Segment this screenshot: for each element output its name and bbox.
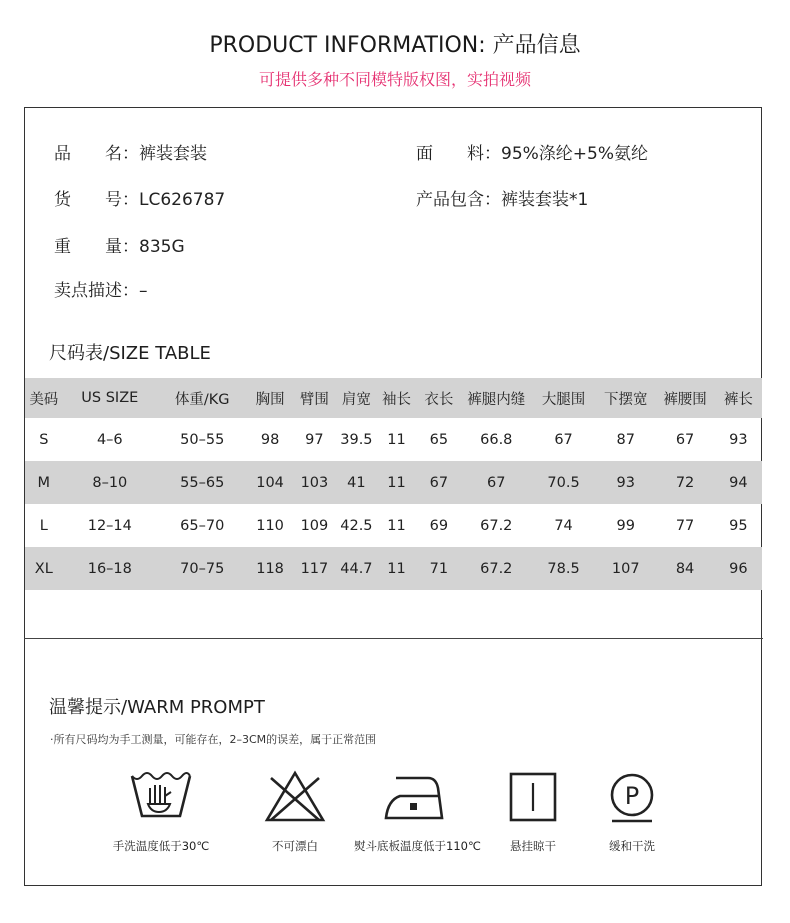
size-table-header bbox=[25, 378, 762, 418]
table-cell: 117 bbox=[293, 547, 336, 590]
size-col-header: US SIZE bbox=[63, 378, 157, 418]
dry-clean-p-icon bbox=[600, 770, 664, 824]
table-cell: 93 bbox=[729, 431, 748, 448]
fabric-label: 面 料： bbox=[416, 144, 501, 164]
warm-prompt-title: 温馨提示/WARM PROMPT bbox=[49, 697, 265, 718]
hang-dry-icon bbox=[501, 770, 565, 824]
table-cell: 4–6 bbox=[96, 431, 123, 448]
care-item-iron bbox=[354, 770, 481, 854]
table-cell: 42.5 bbox=[340, 517, 373, 534]
sku-value: LC626787 bbox=[139, 190, 226, 210]
care-label-dry-clean: 缓和干洗 bbox=[609, 839, 655, 853]
care-item-dry-clean bbox=[572, 770, 692, 854]
table-cell: 67 bbox=[462, 461, 532, 504]
page-subtitle: 可提供多种不同模特版权图，实拍视频 bbox=[258, 70, 531, 89]
hand-wash-icon bbox=[129, 770, 193, 824]
size-col-header: 美码 bbox=[25, 378, 63, 418]
size-col-header: 下摆宽 bbox=[596, 378, 655, 418]
table-cell: 11 bbox=[387, 431, 406, 448]
table-cell: 77 bbox=[675, 517, 695, 534]
no-bleach-icon bbox=[263, 770, 327, 824]
table-cell: 70.5 bbox=[531, 461, 596, 504]
info-sku bbox=[54, 185, 225, 210]
care-label-hang-dry: 悬挂晾干 bbox=[510, 839, 556, 853]
selling-label: 卖点描述： bbox=[54, 281, 139, 301]
page-title: PRODUCT INFORMATION: 产品信息 bbox=[209, 33, 581, 58]
table-cell: 66.8 bbox=[480, 431, 513, 448]
info-weight bbox=[54, 232, 185, 257]
table-row bbox=[25, 418, 762, 461]
fabric-value: 95%涤纶+5%氨纶 bbox=[501, 144, 648, 164]
table-cell: M bbox=[25, 461, 63, 504]
table-cell: 74 bbox=[554, 517, 573, 534]
size-col-header: 肩宽 bbox=[336, 378, 377, 418]
size-col-header: 胸围 bbox=[247, 378, 292, 418]
table-cell: 41 bbox=[336, 461, 377, 504]
table-cell: 44.7 bbox=[336, 547, 377, 590]
table-cell: 110 bbox=[256, 517, 284, 534]
table-cell: 39.5 bbox=[340, 431, 373, 448]
info-includes bbox=[416, 185, 588, 210]
table-cell: 107 bbox=[596, 547, 655, 590]
care-item-no-bleach bbox=[235, 770, 355, 854]
table-cell: 67 bbox=[554, 431, 573, 448]
table-row bbox=[25, 547, 762, 590]
table-cell: L bbox=[39, 517, 48, 534]
care-item-hand-wash bbox=[101, 770, 221, 854]
size-col-header: 衣长 bbox=[416, 378, 461, 418]
table-cell: 103 bbox=[293, 461, 336, 504]
dry-clean-glyph: P bbox=[624, 782, 640, 810]
table-cell: 65 bbox=[429, 431, 449, 448]
table-cell: 11 bbox=[377, 461, 417, 504]
name-value: 裤装套装 bbox=[139, 144, 207, 164]
size-col-header: 臂围 bbox=[293, 378, 336, 418]
table-cell: 12–14 bbox=[87, 517, 132, 534]
size-table-title: 尺码表/SIZE TABLE bbox=[49, 343, 211, 364]
table-cell: 67 bbox=[675, 431, 695, 448]
care-label-hand-wash: 手洗温度低于30℃ bbox=[112, 839, 210, 853]
table-cell: 84 bbox=[655, 547, 714, 590]
table-row bbox=[25, 461, 762, 504]
info-name bbox=[54, 139, 207, 164]
table-cell: 98 bbox=[260, 431, 280, 448]
size-col-header: 袖长 bbox=[377, 378, 417, 418]
care-label-no-bleach: 不可漂白 bbox=[272, 839, 318, 853]
table-cell: XL bbox=[25, 547, 63, 590]
table-cell: 94 bbox=[715, 461, 762, 504]
table-cell: 65–70 bbox=[180, 517, 225, 534]
size-col-header: 裤长 bbox=[715, 378, 762, 418]
table-cell: 69 bbox=[429, 517, 449, 534]
size-table-body bbox=[25, 418, 762, 590]
size-col-header: 体重/KG bbox=[157, 378, 247, 418]
includes-label: 产品包含： bbox=[416, 190, 501, 210]
table-cell: 87 bbox=[616, 431, 635, 448]
section-divider bbox=[24, 638, 763, 639]
table-cell: 16–18 bbox=[63, 547, 157, 590]
table-cell: 99 bbox=[616, 517, 635, 534]
care-label-iron: 熨斗底板温度低于110℃ bbox=[354, 839, 481, 853]
info-fabric bbox=[416, 139, 648, 164]
table-cell: 78.5 bbox=[531, 547, 596, 590]
weight-value: 835G bbox=[139, 237, 185, 257]
table-row bbox=[25, 504, 762, 547]
size-col-header: 大腿围 bbox=[531, 378, 596, 418]
table-cell: 104 bbox=[247, 461, 292, 504]
table-cell: 93 bbox=[596, 461, 655, 504]
table-cell: 67.2 bbox=[462, 547, 532, 590]
size-col-header: 裤腿内缝 bbox=[462, 378, 532, 418]
table-cell: 71 bbox=[416, 547, 461, 590]
table-cell: 11 bbox=[377, 547, 417, 590]
name-label: 品 名： bbox=[54, 144, 139, 164]
table-cell: 109 bbox=[300, 517, 329, 534]
includes-value: 裤装套装*1 bbox=[501, 190, 589, 210]
size-col-header: 裤腰围 bbox=[655, 378, 714, 418]
iron-low-icon bbox=[382, 770, 446, 824]
sku-label: 货 号： bbox=[54, 190, 139, 210]
table-cell: 50–55 bbox=[180, 431, 225, 448]
table-cell: 67.2 bbox=[480, 517, 513, 534]
selling-value: – bbox=[139, 281, 148, 301]
size-table bbox=[25, 378, 762, 590]
table-cell: S bbox=[39, 431, 49, 448]
table-cell: 55–65 bbox=[157, 461, 247, 504]
table-cell: 11 bbox=[387, 517, 406, 534]
weight-label: 重 量： bbox=[54, 237, 139, 257]
table-cell: 97 bbox=[305, 431, 324, 448]
table-cell: 72 bbox=[655, 461, 714, 504]
table-cell: 67 bbox=[416, 461, 461, 504]
measurement-note: ·所有尺码均为手工测量，可能存在，2–3CM的误差，属于正常范围 bbox=[50, 733, 377, 746]
table-cell: 8–10 bbox=[63, 461, 157, 504]
table-cell: 96 bbox=[715, 547, 762, 590]
table-cell: 95 bbox=[729, 517, 748, 534]
table-cell: 70–75 bbox=[157, 547, 247, 590]
table-cell: 118 bbox=[247, 547, 292, 590]
info-selling bbox=[54, 276, 148, 301]
